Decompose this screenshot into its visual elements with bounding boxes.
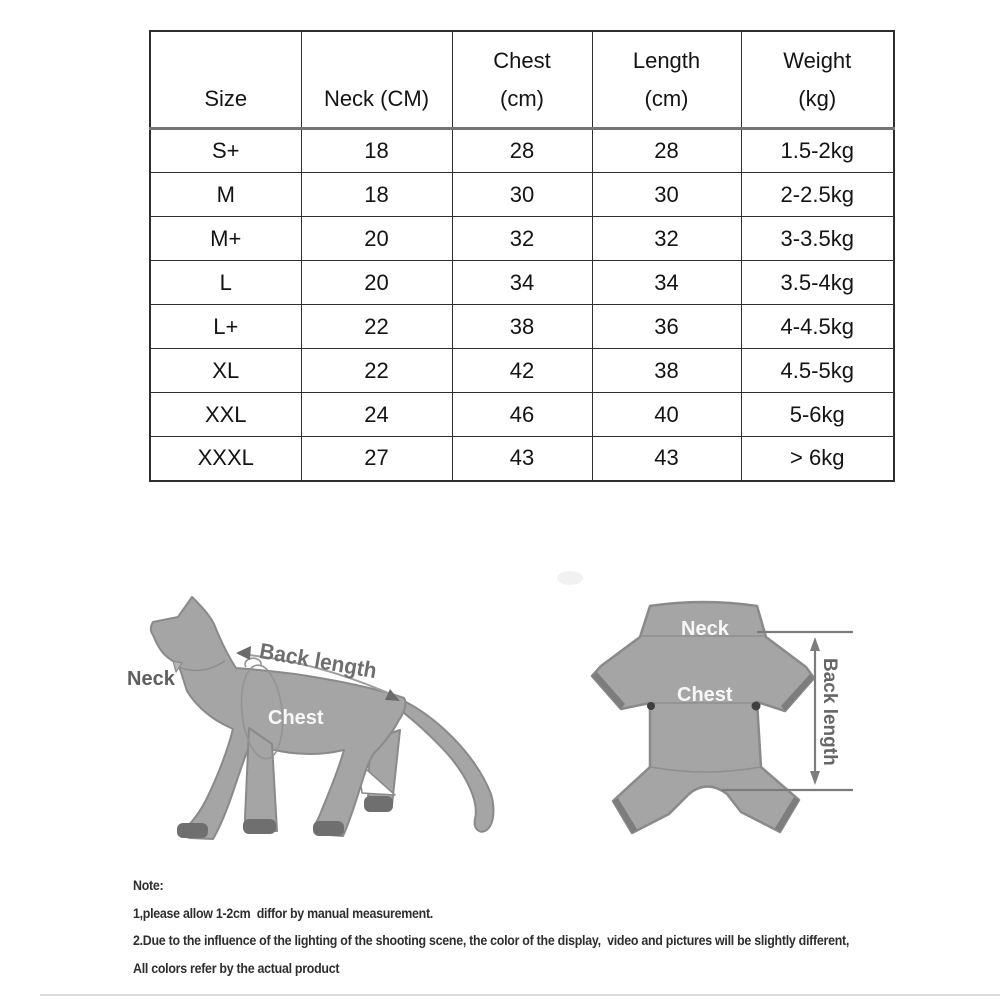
cell-weight: 1.5-2kg <box>741 129 894 173</box>
cat-back-length-label: Back length <box>257 638 379 684</box>
cell-neck: 22 <box>301 305 452 349</box>
cell-length: 34 <box>592 261 741 305</box>
cell-weight: > 6kg <box>741 437 894 481</box>
arrowhead-left <box>236 646 251 660</box>
cell-chest: 34 <box>452 261 592 305</box>
cell-size: S+ <box>150 129 301 173</box>
cell-length: 40 <box>592 393 741 437</box>
garment-chest-label: Chest <box>677 684 733 706</box>
cell-neck: 18 <box>301 129 452 173</box>
col-header-neck: Neck (CM) <box>301 31 452 129</box>
cell-size: M+ <box>150 217 301 261</box>
cell-size: XL <box>150 349 301 393</box>
cell-weight: 4-4.5kg <box>741 305 894 349</box>
notes-block <box>133 872 911 982</box>
note-line: All colors refer by the actual product <box>133 960 340 976</box>
note-line: 2.Due to the influence of the lighting of the shooting scene, the color of the display, video and pictures will be slightly different, <box>133 933 850 948</box>
note-line: 1,please allow 1-2cm diffor by manual measurement. <box>133 905 433 921</box>
cat-paw <box>313 821 344 836</box>
cell-weight: 3-3.5kg <box>741 217 894 261</box>
cat-chest-label: Chest <box>268 707 324 729</box>
cell-neck: 20 <box>301 217 452 261</box>
cat-neck-label: Neck <box>127 668 175 690</box>
garment-neck-label: Neck <box>681 618 729 640</box>
cell-chest: 43 <box>452 437 592 481</box>
cat-paw <box>243 819 276 834</box>
cat-tail <box>396 699 493 832</box>
cat-paw <box>364 796 393 812</box>
col-header-chest: Chest (cm) <box>452 31 592 129</box>
cell-weight: 5-6kg <box>741 393 894 437</box>
armpit-dot <box>752 702 761 711</box>
cell-weight: 4.5-5kg <box>741 349 894 393</box>
garment-back-length-label: Back length <box>819 658 840 766</box>
cell-weight: 2-2.5kg <box>741 173 894 217</box>
cell-chest: 42 <box>452 349 592 393</box>
cell-neck: 22 <box>301 349 452 393</box>
cell-length: 32 <box>592 217 741 261</box>
cell-neck: 18 <box>301 173 452 217</box>
background-smudge <box>557 571 583 585</box>
cell-size: XXXL <box>150 437 301 481</box>
cell-chest: 46 <box>452 393 592 437</box>
armpit-dot <box>647 702 655 710</box>
cell-chest: 28 <box>452 129 592 173</box>
cell-length: 36 <box>592 305 741 349</box>
notes-title: Note: <box>133 878 164 893</box>
bottom-divider <box>40 994 1000 996</box>
cell-neck: 24 <box>301 393 452 437</box>
cell-chest: 38 <box>452 305 592 349</box>
cell-neck: 20 <box>301 261 452 305</box>
cat-paw <box>177 823 208 838</box>
col-header-weight: Weight (kg) <box>741 31 894 129</box>
cell-length: 43 <box>592 437 741 481</box>
cell-neck: 27 <box>301 437 452 481</box>
cell-chest: 30 <box>452 173 592 217</box>
cell-size: M <box>150 173 301 217</box>
col-header-size: Size <box>150 31 301 129</box>
cell-length: 38 <box>592 349 741 393</box>
cell-length: 28 <box>592 129 741 173</box>
cell-length: 30 <box>592 173 741 217</box>
cell-size: L+ <box>150 305 301 349</box>
cell-weight: 3.5-4kg <box>741 261 894 305</box>
cell-chest: 32 <box>452 217 592 261</box>
col-header-length: Length (cm) <box>592 31 741 129</box>
cell-size: XXL <box>150 393 301 437</box>
cell-size: L <box>150 261 301 305</box>
